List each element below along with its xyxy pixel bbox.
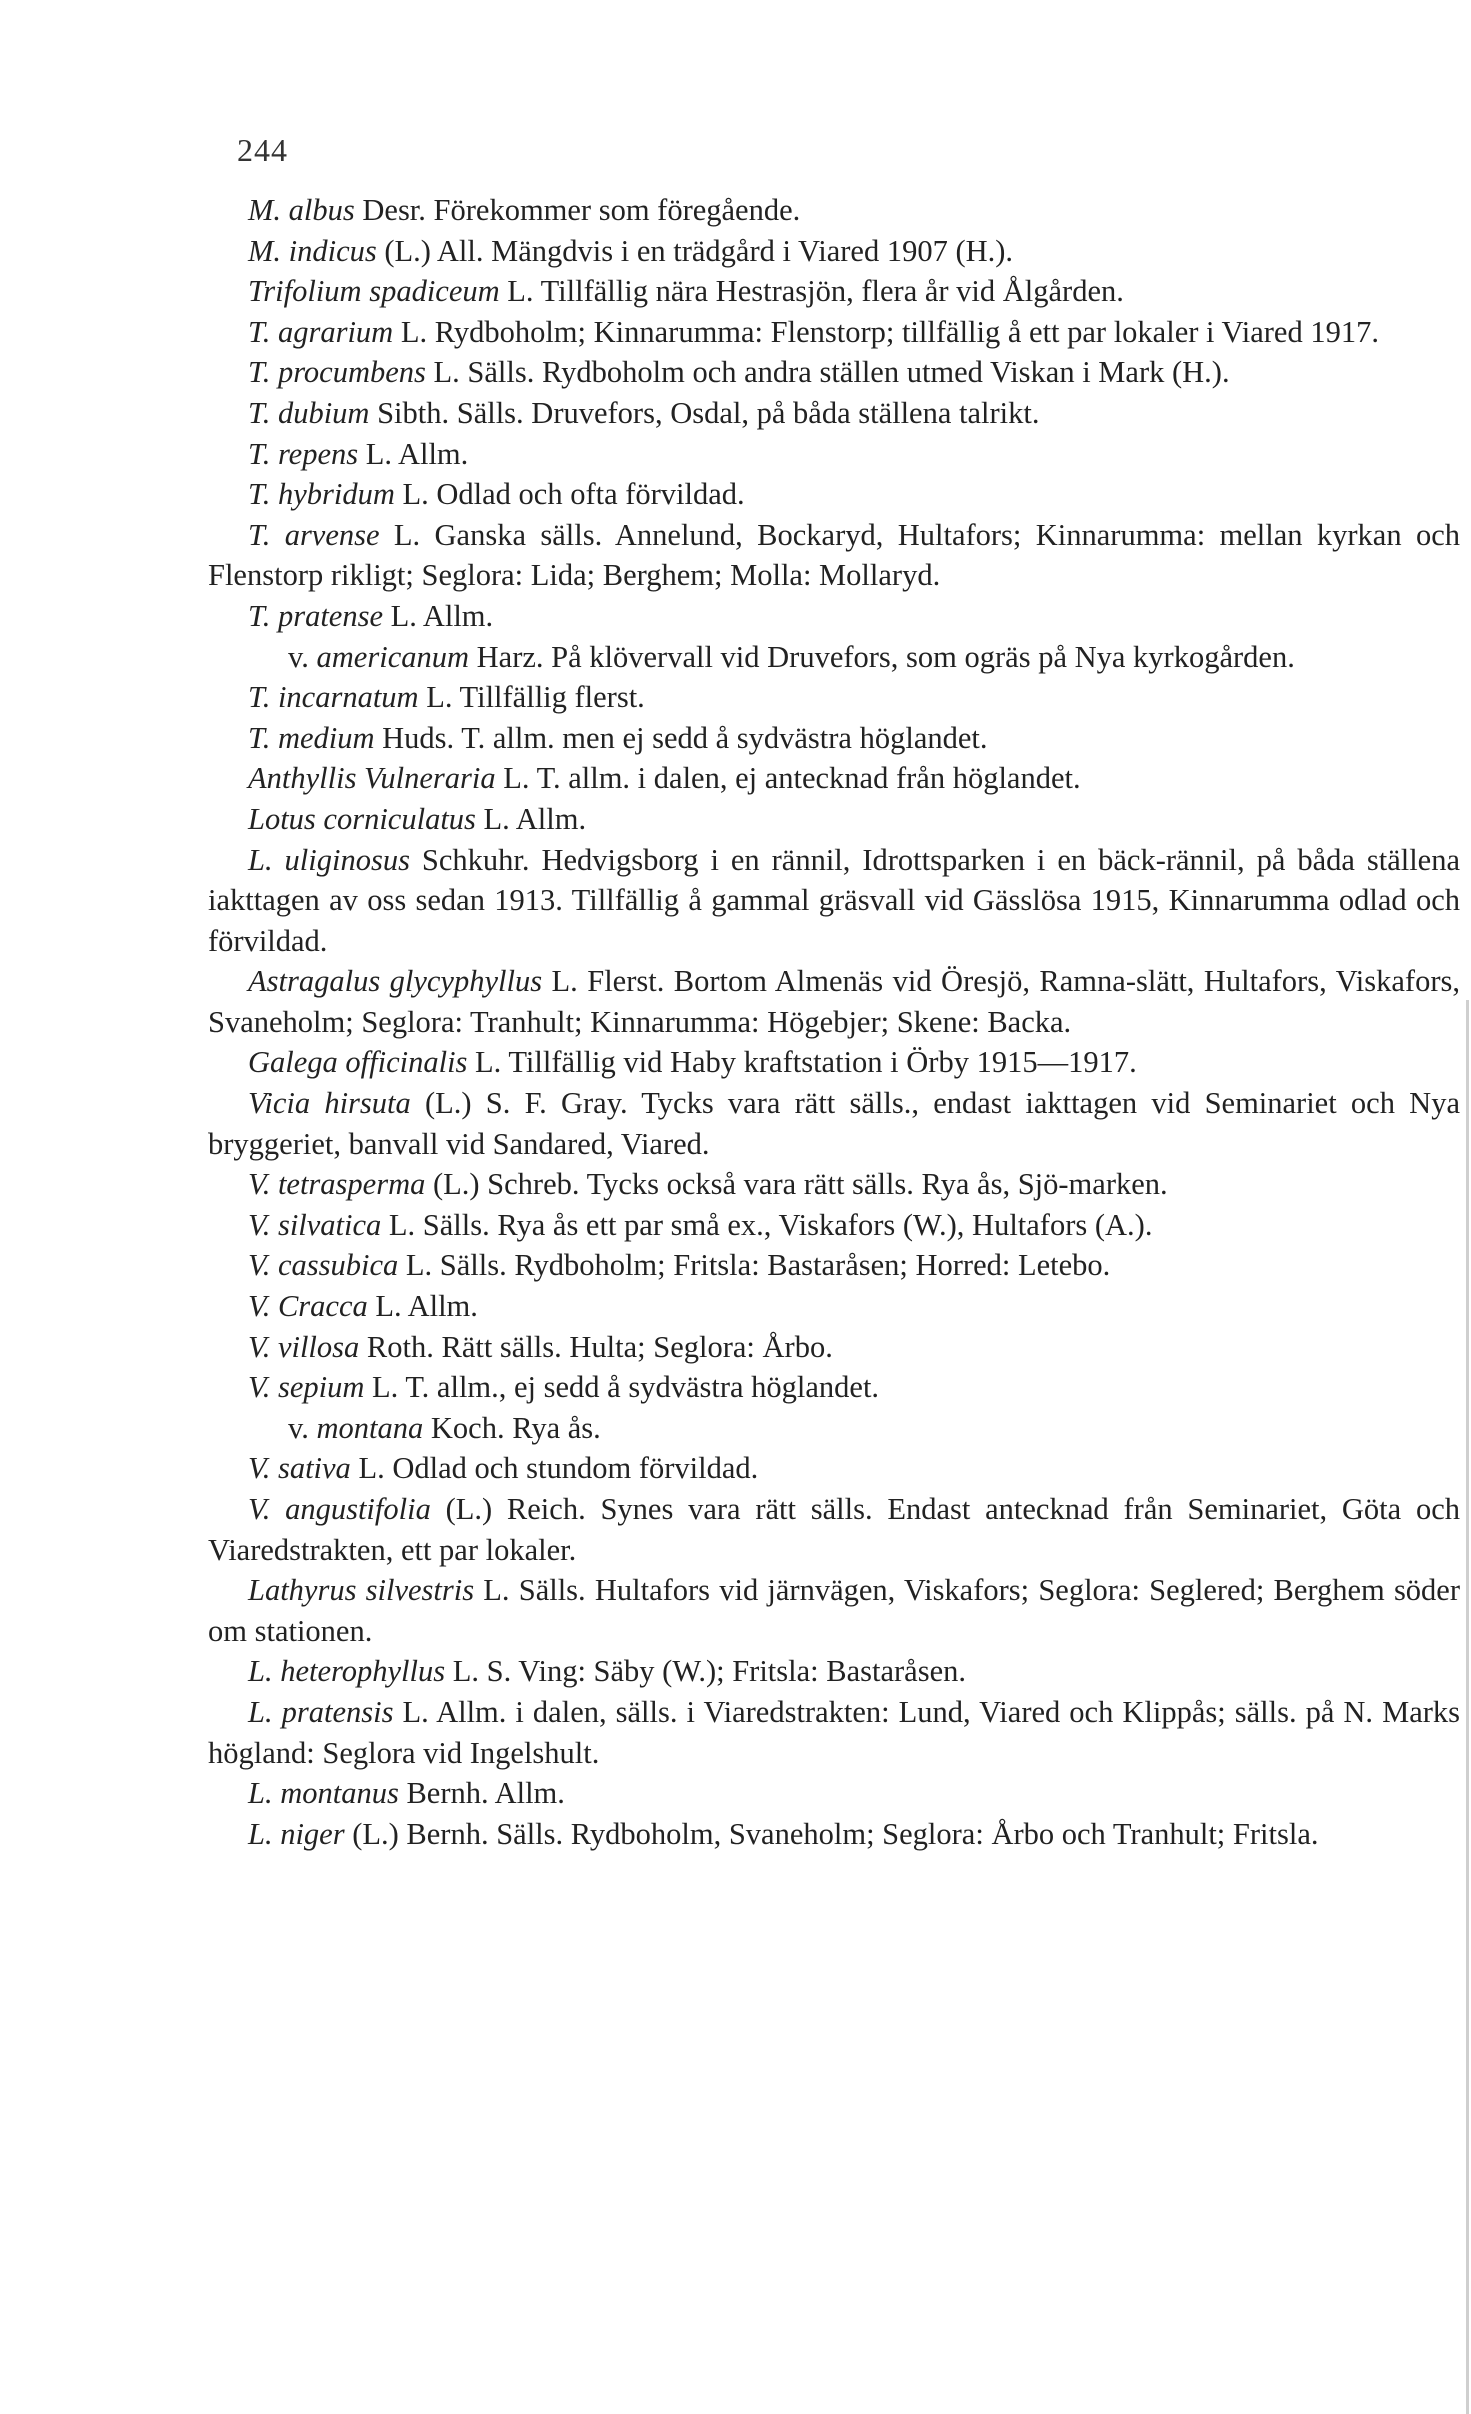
species-entry bbox=[208, 1814, 1460, 1855]
species-entry bbox=[208, 1773, 1460, 1814]
species-description: L. Odlad och stundom förvildad. bbox=[350, 1451, 759, 1486]
species-entry bbox=[208, 677, 1460, 718]
species-name: T. agrarium bbox=[248, 314, 394, 349]
species-description: L. Allm. bbox=[367, 1289, 478, 1324]
species-name: T. repens bbox=[248, 436, 359, 471]
variety-prefix: v. bbox=[288, 639, 317, 674]
species-description: L. Sälls. Rydboholm; Fritsla: Bastaråsen; Horred: Letebo. bbox=[398, 1248, 1111, 1283]
species-name: T. arvense bbox=[248, 517, 380, 552]
species-description: L. Tillfällig flerst. bbox=[418, 680, 645, 715]
species-name: T. dubium bbox=[248, 395, 370, 430]
species-description: L. Sälls. Rydboholm och andra ställen utmed Viskan i Mark (H.). bbox=[425, 355, 1230, 390]
species-name: Anthyllis Vulneraria bbox=[248, 761, 496, 796]
variety-entry bbox=[208, 637, 1460, 678]
species-name: L. montanus bbox=[248, 1776, 399, 1811]
species-entry bbox=[208, 1042, 1460, 1083]
species-description: L. Allm. bbox=[383, 598, 494, 633]
species-entry bbox=[208, 393, 1460, 434]
species-name: V. silvatica bbox=[248, 1207, 382, 1242]
species-description: (L.) S. F. Gray. Tycks vara rätt sälls., endast iakttagen vid Seminariet och Nya bryggeriet, banvall vid Sandared, Viared. bbox=[208, 1086, 1460, 1161]
species-description: L. Ganska sälls. Annelund, Bockaryd, Hultafors; Kinnarumma: mellan kyrkan och Flenstorp rikligt; Seglora: Lida; Berghem; Molla: Mollaryd. bbox=[208, 517, 1460, 593]
species-name: M. albus bbox=[248, 193, 355, 227]
species-description: L. Allm. bbox=[475, 801, 587, 836]
species-description: (L.) Reich. Synes vara rätt sälls. Endast antecknad från Seminariet, Göta och Viaredstrakten, ett par lokaler. bbox=[208, 1492, 1460, 1567]
species-entry bbox=[208, 1164, 1460, 1205]
species-entry bbox=[208, 1489, 1460, 1570]
species-name: Galega officinalis bbox=[248, 1045, 468, 1080]
species-name: L. niger bbox=[248, 1816, 345, 1851]
species-entry bbox=[208, 961, 1460, 1042]
species-name: Astragalus glycyphyllus bbox=[248, 964, 543, 999]
species-entry bbox=[208, 1448, 1460, 1489]
species-name: L. uliginosus bbox=[248, 842, 410, 877]
page-edge-rule bbox=[1466, 1000, 1469, 2414]
species-entry bbox=[208, 312, 1460, 353]
species-description: Huds. T. allm. men ej sedd å sydvästra höglandet. bbox=[374, 720, 988, 755]
text-body bbox=[208, 190, 1460, 1854]
species-name: T. medium bbox=[248, 720, 375, 755]
species-name: Lotus corniculatus bbox=[248, 801, 476, 836]
species-entry bbox=[208, 1570, 1460, 1651]
species-entry bbox=[208, 1692, 1460, 1773]
species-entry bbox=[208, 1286, 1460, 1327]
species-entry bbox=[208, 840, 1460, 962]
species-description: L. Sälls. Hultafors vid järnvägen, Viskafors; Seglora: Seglered; Berghem söder om stationen. bbox=[208, 1573, 1461, 1648]
species-name: V. sativa bbox=[248, 1451, 351, 1486]
species-description: L. Flerst. Bortom Almenäs vid Öresjö, Ramna-slätt, Hultafors, Viskafors, Svaneholm; Seglora: Tranhult; Kinnarumma: Högebjer; Skene: Backa. bbox=[208, 964, 1460, 1039]
species-description: L. Odlad och ofta förvildad. bbox=[394, 477, 745, 512]
species-description: Sibth. Sälls. Druvefors, Osdal, på båda ställena talrikt. bbox=[369, 395, 1040, 430]
species-description: (L.) All. Mängdvis i en trädgård i Viared 1907 (H.). bbox=[376, 233, 1014, 268]
species-entry bbox=[208, 718, 1460, 759]
species-entry bbox=[208, 474, 1460, 515]
species-entry bbox=[208, 515, 1460, 596]
species-name: T. incarnatum bbox=[248, 680, 419, 715]
page-number: 244 bbox=[237, 132, 288, 168]
species-name: T. hybridum bbox=[248, 477, 395, 512]
species-description: L. Tillfällig nära Hestrasjön, flera år vid Ålgården. bbox=[499, 274, 1124, 309]
species-entry bbox=[208, 231, 1460, 272]
variety-entry bbox=[208, 1408, 1460, 1449]
species-entry bbox=[208, 434, 1460, 475]
species-description: L. Tillfällig vid Haby kraftstation i Örby 1915—1917. bbox=[467, 1045, 1137, 1080]
species-entry bbox=[208, 799, 1460, 840]
species-name: V. villosa bbox=[248, 1329, 360, 1364]
species-description: (L.) Schreb. Tycks också vara rätt sälls. Rya ås, Sjö-marken. bbox=[425, 1167, 1168, 1202]
species-entry bbox=[208, 1327, 1460, 1368]
species-description: L. Sälls. Rya ås ett par små ex., Viskafors (W.), Hultafors (A.). bbox=[381, 1207, 1153, 1242]
species-name: V. angustifolia bbox=[248, 1492, 431, 1526]
species-entry bbox=[208, 596, 1460, 637]
species-name: M. indicus bbox=[248, 233, 377, 268]
species-description: (L.) Bernh. Sälls. Rydboholm, Svaneholm; Seglora: Årbo och Tranhult; Fritsla. bbox=[344, 1816, 1319, 1851]
species-name: americanum bbox=[316, 639, 470, 674]
species-entry bbox=[208, 1367, 1460, 1408]
species-name: V. tetrasperma bbox=[248, 1167, 426, 1202]
species-entry bbox=[208, 271, 1460, 312]
species-description: L. Allm. bbox=[358, 436, 469, 471]
species-description: L. T. allm., ej sedd å sydvästra höglandet. bbox=[364, 1370, 880, 1405]
species-entry bbox=[208, 1651, 1460, 1692]
species-name: V. Cracca bbox=[248, 1289, 368, 1324]
species-name: Vicia hirsuta bbox=[248, 1086, 411, 1121]
species-name: Trifolium spadiceum bbox=[248, 274, 500, 309]
species-description: Koch. Rya ås. bbox=[423, 1410, 601, 1445]
species-description: L. S. Ving: Säby (W.); Fritsla: Bastaråsen. bbox=[445, 1654, 966, 1689]
species-name: T. pratense bbox=[248, 598, 383, 633]
species-entry bbox=[208, 1205, 1460, 1246]
species-description: Schkuhr. Hedvigsborg i en rännil, Idrottsparken i en bäck-rännil, på båda ställena iakttagen av oss sedan 1913. Tillfällig å gammal gräsvall vid Gässlösa 1915, Kinnarumma odlad och förvildad. bbox=[208, 842, 1461, 958]
species-entry bbox=[208, 190, 1460, 231]
species-name: T. procumbens bbox=[248, 355, 426, 390]
species-entry bbox=[208, 1245, 1460, 1286]
variety-prefix: v. bbox=[288, 1410, 317, 1445]
species-name: Lathyrus silvestris bbox=[248, 1573, 475, 1608]
species-entry bbox=[208, 1083, 1460, 1164]
species-name: V. cassubica bbox=[248, 1248, 399, 1283]
species-description: Harz. På klövervall vid Druvefors, som ogräs på Nya kyrkogården. bbox=[469, 639, 1295, 674]
species-description: Bernh. Allm. bbox=[398, 1776, 565, 1811]
species-entry bbox=[208, 758, 1460, 799]
species-description: Roth. Rätt sälls. Hulta; Seglora: Årbo. bbox=[359, 1329, 833, 1364]
species-description: L. Allm. i dalen, sälls. i Viaredstrakten: Lund, Viared och Klippås; sälls. på N. Marks högland: Seglora vid Ingelshult. bbox=[208, 1694, 1461, 1770]
species-name: L. pratensis bbox=[248, 1694, 394, 1729]
species-name: L. heterophyllus bbox=[248, 1654, 446, 1689]
species-description: Desr. Förekommer som föregående. bbox=[354, 193, 801, 227]
species-name: V. sepium bbox=[248, 1370, 365, 1405]
species-description: L. Rydboholm; Kinnarumma: Flenstorp; tillfällig å ett par lokaler i Viared 1917. bbox=[393, 314, 1379, 349]
species-name: montana bbox=[316, 1410, 424, 1445]
species-description: L. T. allm. i dalen, ej antecknad från höglandet. bbox=[495, 761, 1081, 796]
species-entry bbox=[208, 352, 1460, 393]
